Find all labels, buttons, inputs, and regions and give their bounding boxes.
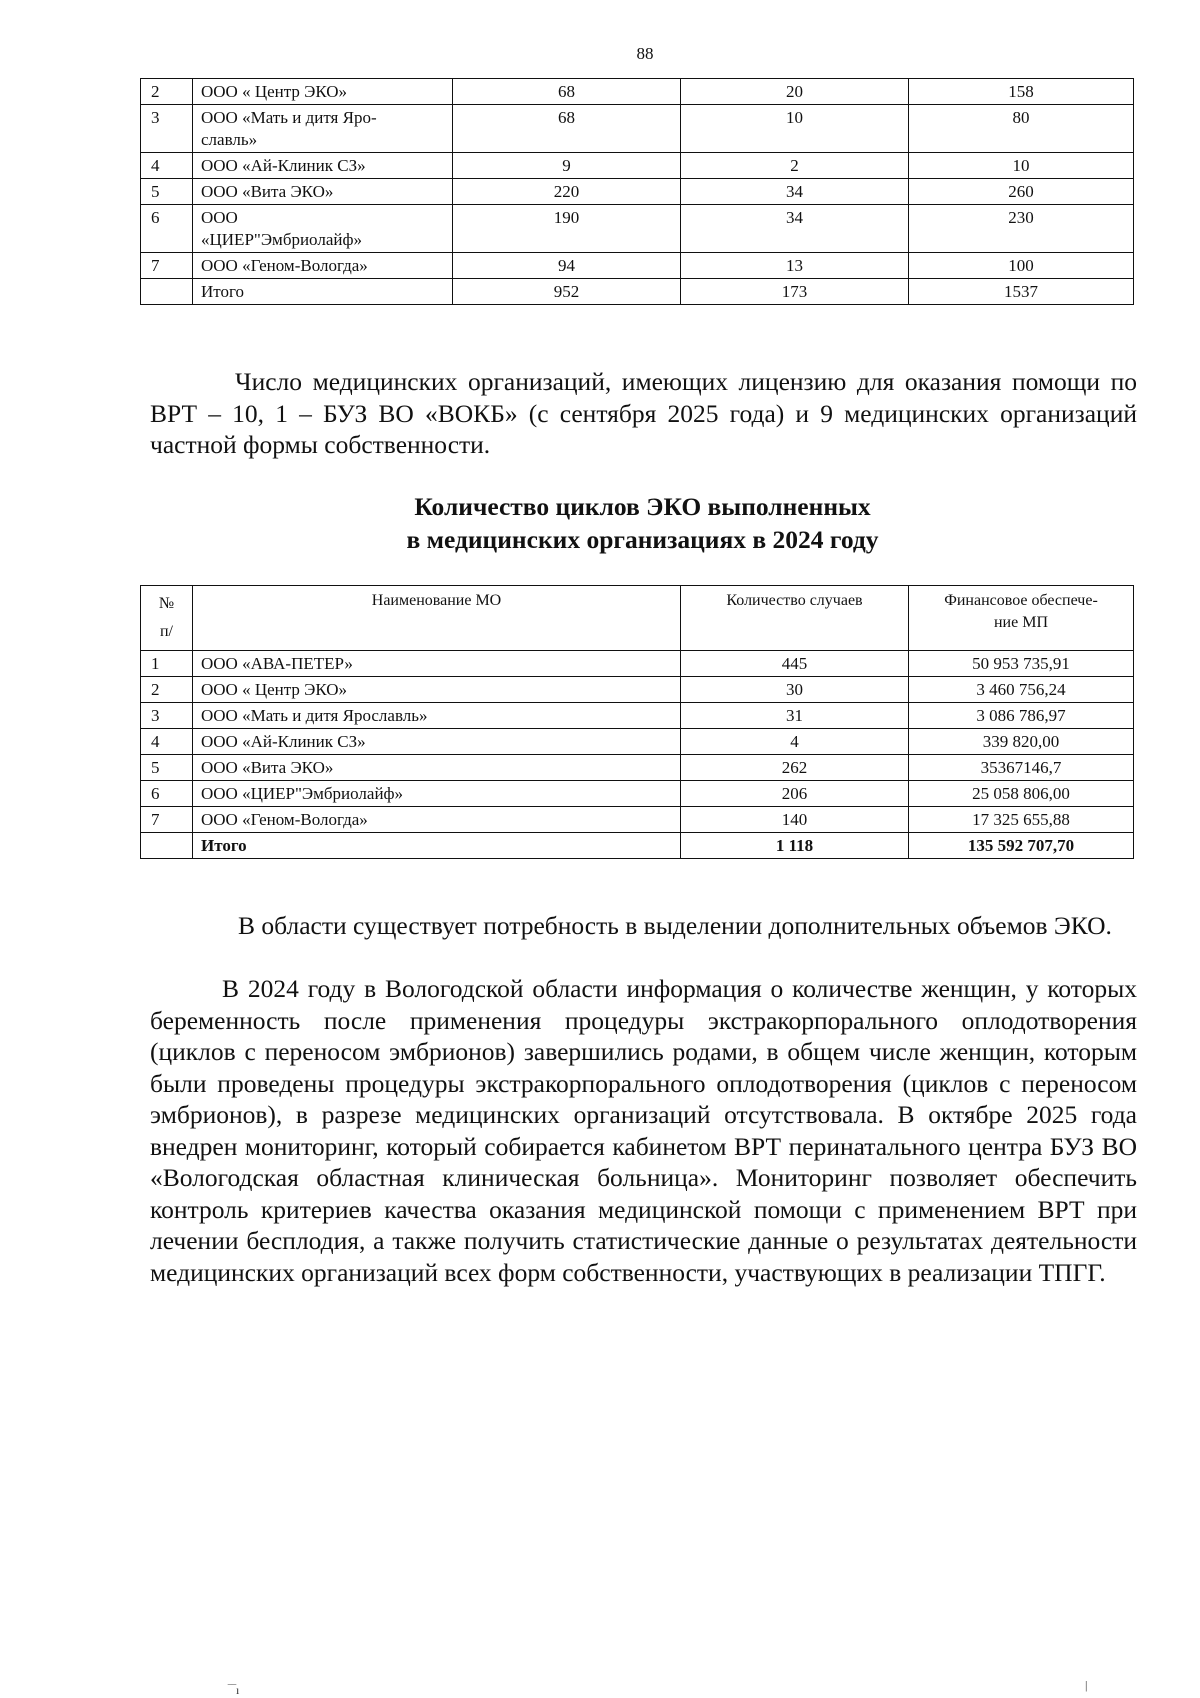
row-number — [141, 279, 193, 305]
table-row — [141, 179, 1134, 205]
value-col-1: 190 — [453, 205, 681, 253]
scan-artifact-mark: ‾‾ı — [228, 1683, 240, 1697]
finance-amount: 35367146,7 — [909, 755, 1134, 781]
organization-name: ООО «Геном-Вологда» — [193, 807, 681, 833]
license-paragraph: Число медицинских организаций, имеющих лицензию для оказания помощи по ВРТ – 10, 1 – БУЗ ВО «ВОКБ» (с сентября 2025 года) и 9 медицинских организаций частной формы собственности. — [150, 367, 1137, 459]
organization-name: ООО «Мать и дитя Яро- славль» — [193, 105, 453, 153]
organization-name: Итого — [193, 279, 453, 305]
need-paragraph: В области существует потребность в выделении дополнительных объемов ЭКО. — [238, 911, 1112, 940]
cases-count: 30 — [681, 677, 909, 703]
header-cases: Количество случаев — [681, 586, 909, 651]
table-heading-line-1: Количество циклов ЭКО выполненных — [414, 492, 871, 521]
table-row — [141, 79, 1134, 105]
value-col-1: 9 — [453, 153, 681, 179]
cases-count: 31 — [681, 703, 909, 729]
value-col-2: 10 — [681, 105, 909, 153]
organization-name: ООО «Геном-Вологда» — [193, 253, 453, 279]
table-heading-line-2: в медицинских организациях в 2024 году — [406, 525, 879, 554]
value-col-1: 68 — [453, 105, 681, 153]
value-col-3: 158 — [909, 79, 1134, 105]
value-col-3: 1537 — [909, 279, 1134, 305]
table-total-row — [141, 279, 1134, 305]
eko-cycles-table — [140, 585, 1134, 859]
organizations-table — [140, 78, 1134, 305]
row-number: 7 — [141, 253, 193, 279]
row-number: 2 — [141, 677, 193, 703]
row-number: 6 — [141, 781, 193, 807]
value-col-2: 173 — [681, 279, 909, 305]
table-row — [141, 807, 1134, 833]
cases-count: 140 — [681, 807, 909, 833]
row-number — [141, 833, 193, 859]
organization-name: ООО «АВА-ПЕТЕР» — [193, 651, 681, 677]
value-col-3: 100 — [909, 253, 1134, 279]
table-row — [141, 253, 1134, 279]
table-row — [141, 703, 1134, 729]
organization-name: ООО «Вита ЭКО» — [193, 179, 453, 205]
table-heading — [140, 490, 1145, 556]
organization-name: ООО «Ай-Клиник СЗ» — [193, 729, 681, 755]
total-label: Итого — [193, 833, 681, 859]
table-row — [141, 651, 1134, 677]
table-row — [141, 677, 1134, 703]
finance-amount: 25 058 806,00 — [909, 781, 1134, 807]
table-row — [141, 729, 1134, 755]
value-col-3: 10 — [909, 153, 1134, 179]
finance-amount: 3 086 786,97 — [909, 703, 1134, 729]
finance-amount: 50 953 735,91 — [909, 651, 1134, 677]
organization-name: ООО «ЦИЕР"Эмбриолайф» — [193, 205, 453, 253]
organization-name: ООО « Центр ЭКО» — [193, 677, 681, 703]
organization-name: ООО «ЦИЕР"Эмбриолайф» — [193, 781, 681, 807]
total-finance: 135 592 707,70 — [909, 833, 1134, 859]
scan-artifact-tick: | — [1085, 1678, 1088, 1692]
table-row — [141, 781, 1134, 807]
table-row — [141, 205, 1134, 253]
page-number: 88 — [636, 44, 654, 63]
value-col-3: 80 — [909, 105, 1134, 153]
finance-amount: 3 460 756,24 — [909, 677, 1134, 703]
organization-name: ООО « Центр ЭКО» — [193, 79, 453, 105]
cases-count: 206 — [681, 781, 909, 807]
table-total-row — [141, 833, 1134, 859]
value-col-1: 94 — [453, 253, 681, 279]
organization-name: ООО «Мать и дитя Ярославль» — [193, 703, 681, 729]
cases-count: 445 — [681, 651, 909, 677]
header-number: № п/ — [141, 586, 193, 651]
finance-amount: 17 325 655,88 — [909, 807, 1134, 833]
value-col-3: 260 — [909, 179, 1134, 205]
row-number: 7 — [141, 807, 193, 833]
value-col-2: 13 — [681, 253, 909, 279]
row-number: 6 — [141, 205, 193, 253]
value-col-2: 20 — [681, 79, 909, 105]
table-row — [141, 755, 1134, 781]
row-number: 2 — [141, 79, 193, 105]
value-col-3: 230 — [909, 205, 1134, 253]
cases-count: 262 — [681, 755, 909, 781]
row-number: 1 — [141, 651, 193, 677]
row-number: 4 — [141, 153, 193, 179]
finance-amount: 339 820,00 — [909, 729, 1134, 755]
monitoring-paragraph: В 2024 году в Вологодской области информация о количестве женщин, у которых беременность после применения процедуры экстракорпорального оплодотворения (циклов с переносом эмбрионов) завершились родами, в общем числе женщин, которым были проведены процедуры экстракорпорального оплодотворения (циклов с переносом эмбрионов), в разрезе медицинских организаций отсутствовала. В октябре 2025 года внедрен мониторинг, который собирается кабинетом ВРТ перинатального центра БУЗ ВО «Вологодская областная клиническая больница». Мониторинг позволяет обеспечить контроль критериев качества оказания медицинской помощи с применением ВРТ при лечении бесплодия, а также получить статистические данные о результатах деятельности медицинских организаций всех форм собственности, участвующих в реализации ТПГГ. — [150, 974, 1137, 1287]
value-col-2: 34 — [681, 205, 909, 253]
row-number: 3 — [141, 105, 193, 153]
value-col-1: 952 — [453, 279, 681, 305]
table-header-row — [141, 586, 1134, 651]
table-row — [141, 153, 1134, 179]
value-col-1: 68 — [453, 79, 681, 105]
row-number: 3 — [141, 703, 193, 729]
cases-count: 4 — [681, 729, 909, 755]
row-number: 4 — [141, 729, 193, 755]
row-number: 5 — [141, 755, 193, 781]
row-number: 5 — [141, 179, 193, 205]
header-organization: Наименование МО — [193, 586, 681, 651]
organization-name: ООО «Ай-Клиник СЗ» — [193, 153, 453, 179]
organization-name: ООО «Вита ЭКО» — [193, 755, 681, 781]
value-col-2: 2 — [681, 153, 909, 179]
header-finance: Финансовое обеспече- ние МП — [909, 586, 1134, 651]
value-col-2: 34 — [681, 179, 909, 205]
total-cases: 1 118 — [681, 833, 909, 859]
table-row — [141, 105, 1134, 153]
value-col-1: 220 — [453, 179, 681, 205]
